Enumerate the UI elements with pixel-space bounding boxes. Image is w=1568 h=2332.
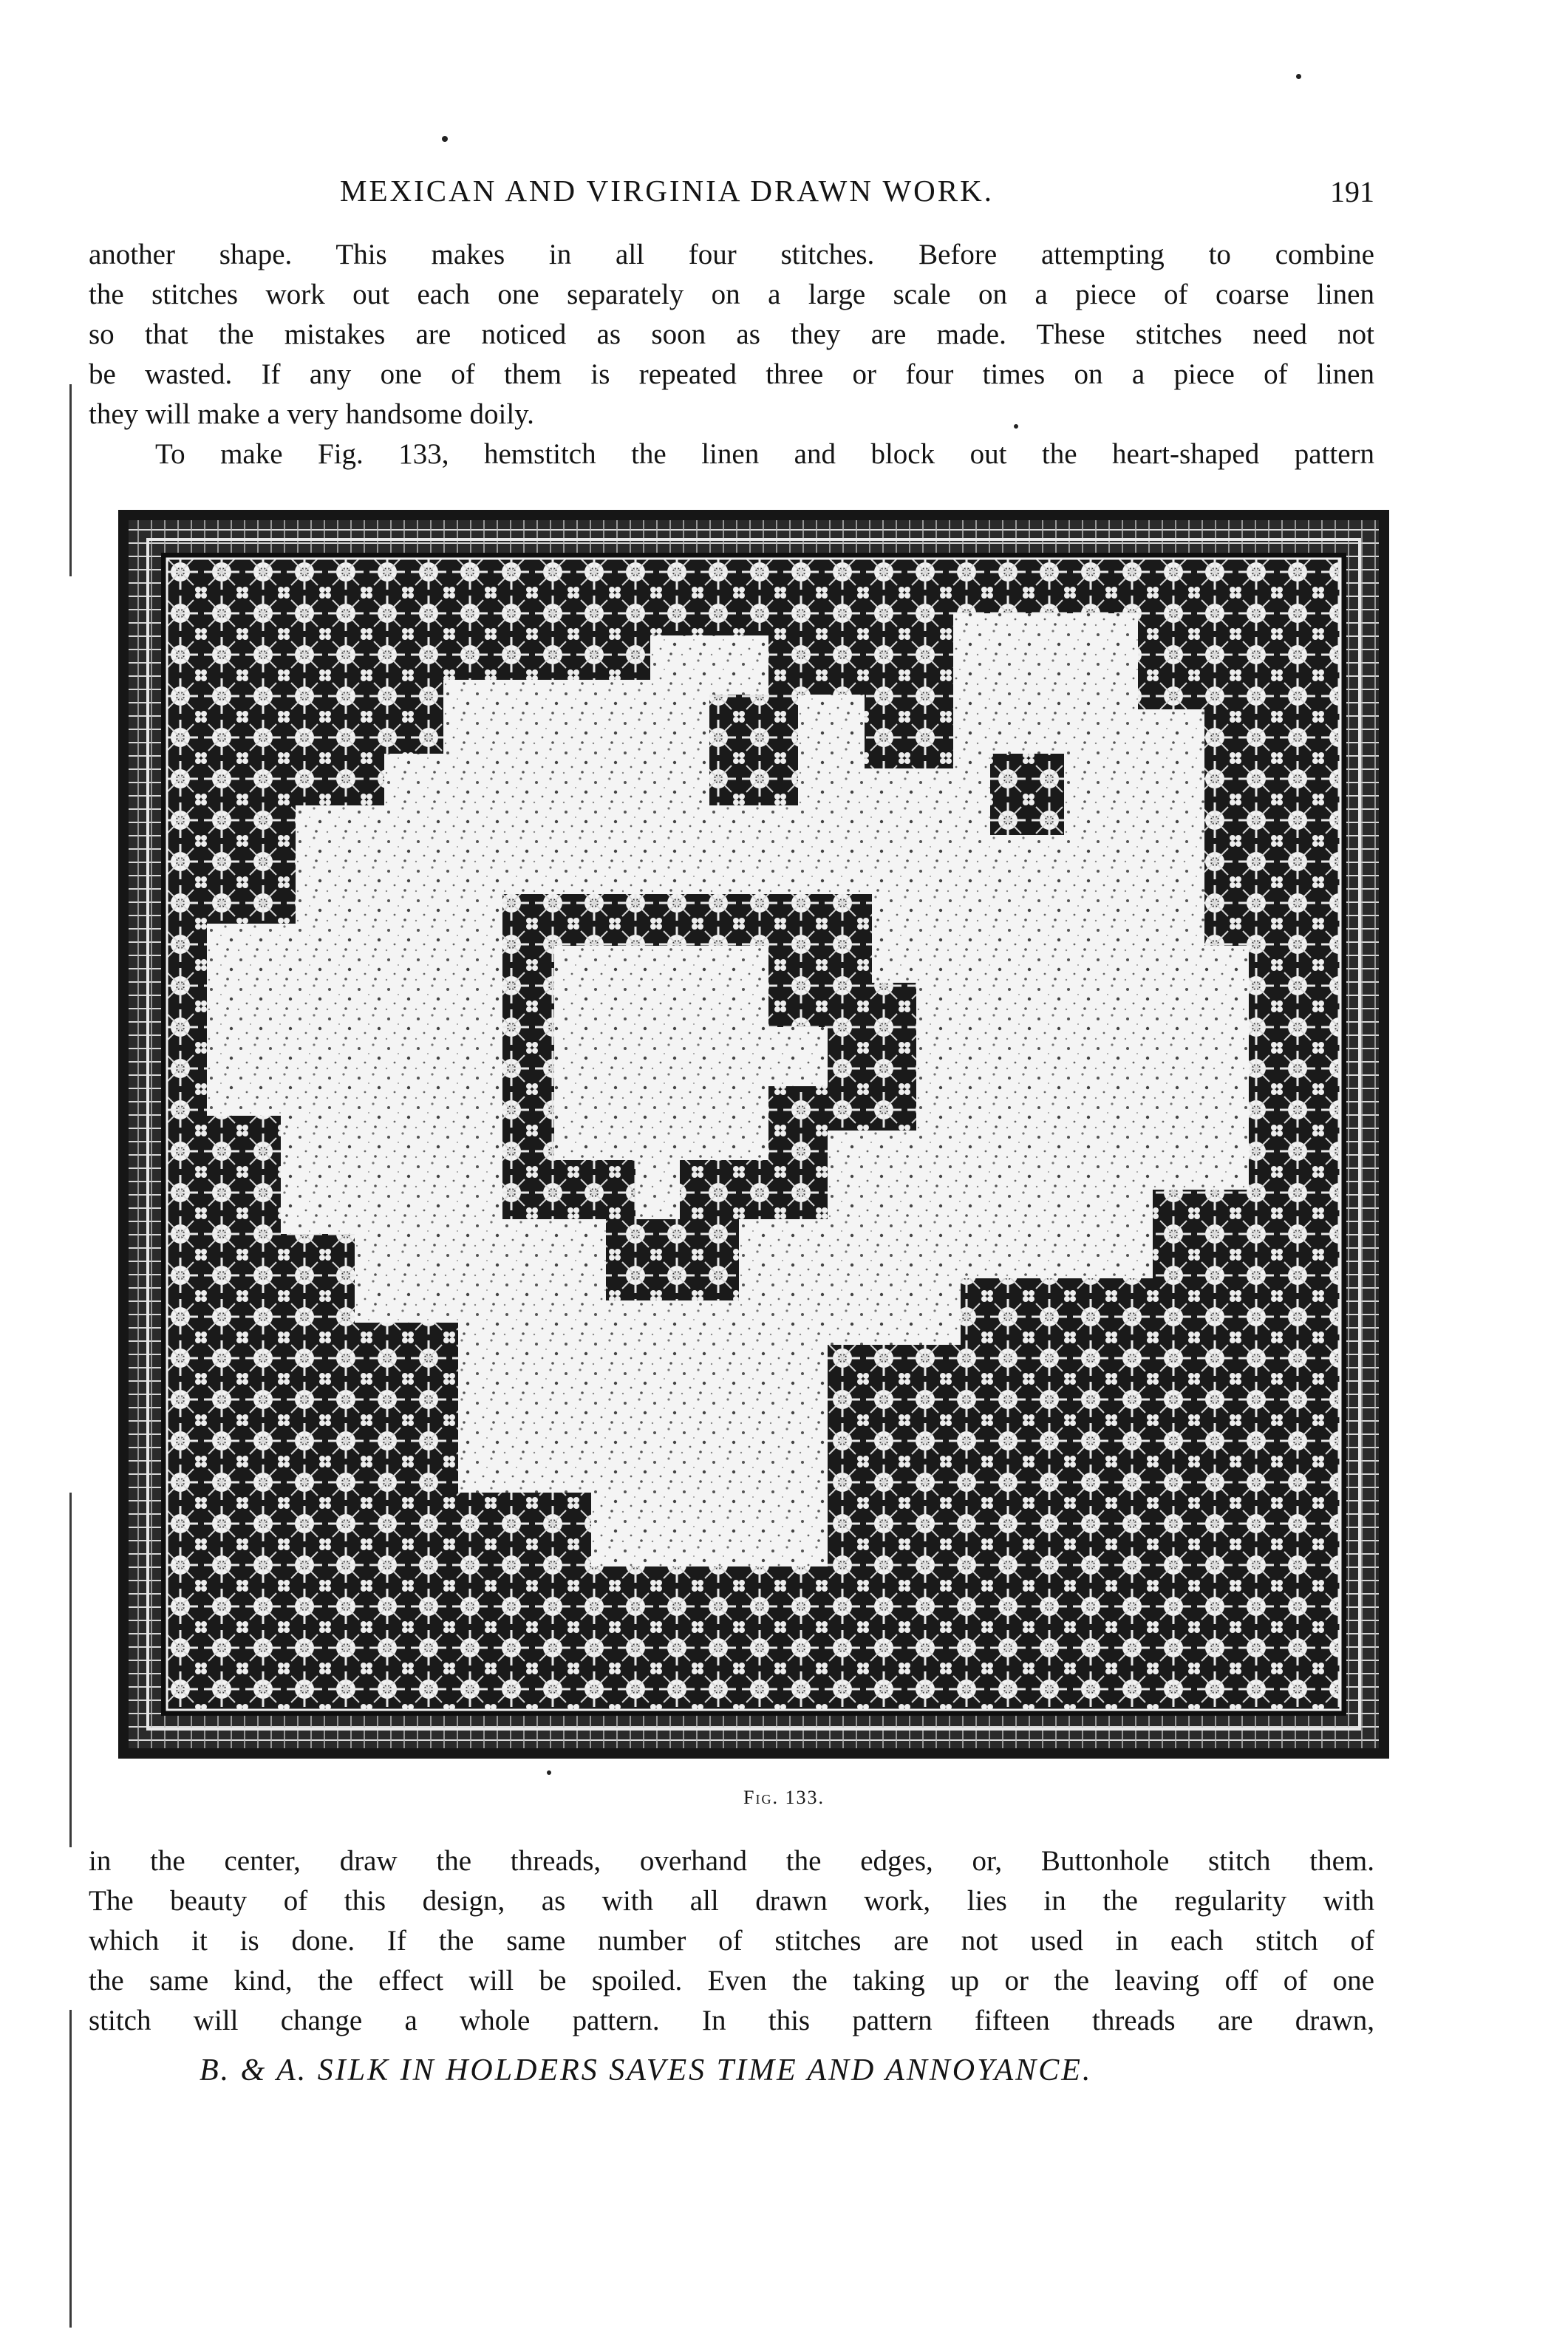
figure-caption: Fig. 133. [743,1787,825,1808]
running-title: MEXICAN AND VIRGINIA DRAWN WORK. [340,174,994,208]
scan-speck [442,136,448,142]
text-line: another shape. This makes in all four stitches. Before attempting to combine [89,239,1374,270]
text-line: they will make a very handsome doily. [89,398,534,430]
text-line: in the center, draw the threads, overhand the edges, or, Buttonhole stitch them. [89,1845,1374,1877]
text-line: be wasted. If any one of them is repeated three or four times on a piece of linen [89,358,1374,390]
text-line: the stitches work out each one separately on a large scale on a piece of coarse linen [89,279,1374,310]
gutter-mark [69,1493,72,1847]
footer-advertisement: B. & A. SILK IN HOLDERS SAVES TIME AND ANNOYANCE. [200,2053,1093,2087]
top-paragraph [89,235,1374,474]
page-number: 191 [1330,175,1374,208]
scan-speck [1296,74,1301,79]
text-line: To make Fig. 133, hemstitch the linen and block out the heart-shaped pattern [155,438,1374,470]
scan-speck [547,1770,551,1775]
gutter-mark [69,2010,72,2328]
text-line: stitch will change a whole pattern. In this pattern fifteen threads are drawn, [89,2005,1374,2036]
figure-133 [118,510,1389,1759]
drawn-work-doily-illustration [118,510,1389,1759]
text-line: which it is done. If the same number of stitches are not used in each stitch of [89,1925,1374,1957]
bottom-paragraph [89,1841,1374,2041]
running-head [89,173,1374,217]
text-line: the same kind, the effect will be spoiled. Even the taking up or the leaving off of one [89,1965,1374,1997]
text-line: The beauty of this design, as with all drawn work, lies in the regularity with [89,1885,1374,1917]
scan-speck [1014,424,1018,429]
gutter-mark [69,384,72,576]
text-line: so that the mistakes are noticed as soon as they are made. These stitches need not [89,318,1374,350]
